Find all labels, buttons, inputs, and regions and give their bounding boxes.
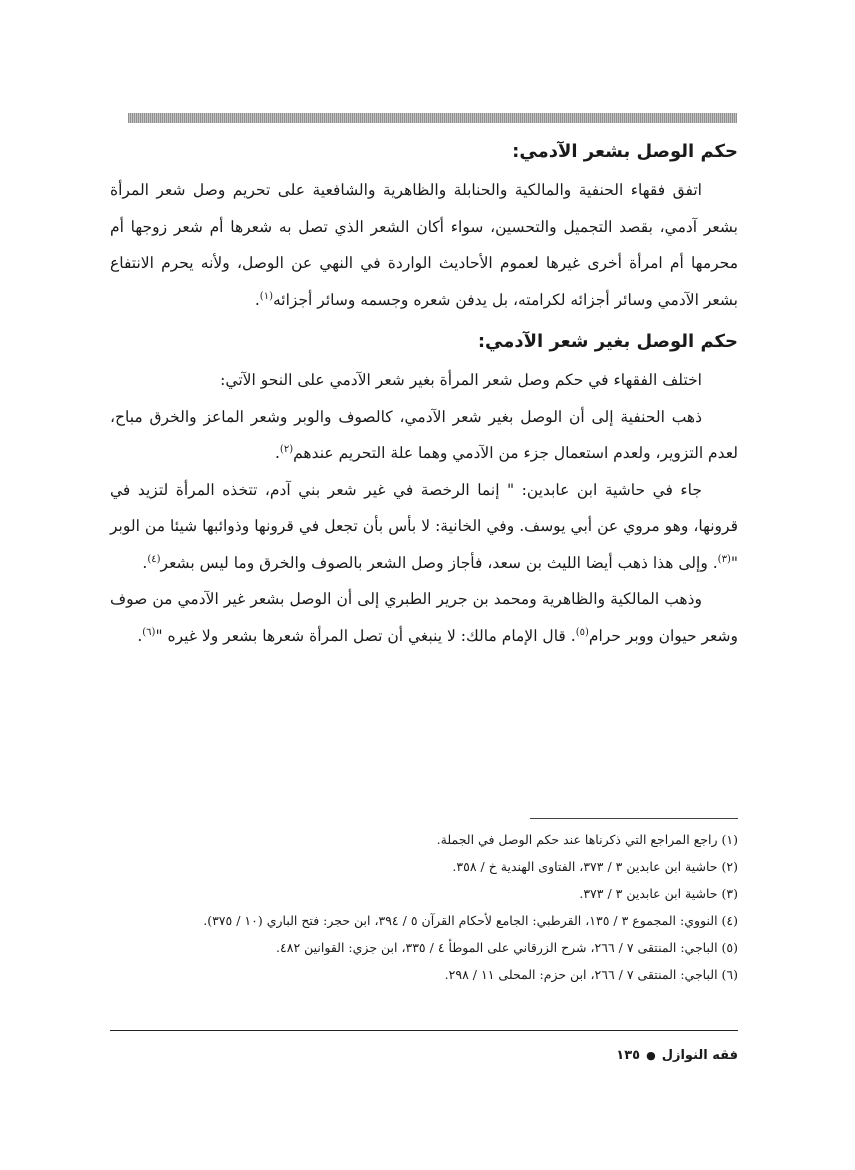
paragraph-text: اتفق فقهاء الحنفية والمالكية والحنابلة والظاهرية والشافعية على تحريم وصل شعر المرأة بشعر آدمي، بقصد التجميل والتحسين، سواء أكان الشعر الذي تصل به شعرها أم شعر زوجها أم محرمها أم امرأة أخرى غيرها لعموم الأحاديث الواردة في النهي عن الوصل، ولأنه يحرم الانتفاع بشعر الآدمي وسائر أجزائه لكرامته، بل يدفن شعره وجسمه وسائر أجزائه (110, 181, 738, 309)
header-rule (128, 113, 737, 123)
paragraph: اختلف الفقهاء في حكم وصل شعر المرأة بغير شعر الآدمي على النحو الآتي: (220, 371, 702, 389)
section-heading-human-hair: حكم الوصل بشعر الآدمي: (512, 141, 738, 162)
footnote: (٦) الباجي: المنتقى ٧ / ٢٦٦، ابن حزم: المحلى ١١ / ٢٩٨. (444, 967, 738, 982)
footnote-ref: (٥) (575, 626, 589, 638)
footnote: (١) راجع المراجع التي ذكرناها عند حكم الوصل في الجملة. (436, 832, 738, 847)
paragraph-text: ذهب الحنفية إلى أن الوصل بغير شعر الآدمي، كالصوف والوبر وشعر الماعز والخرق مباح، لعدم التزوير، ولعدم استعمال جزء من الآدمي وهما علة التحريم عندهم (110, 407, 738, 462)
footnote-ref: (٣) (717, 553, 731, 565)
paragraph-text: . وإلى هذا ذهب أيضا الليث بن سعد، فأجاز وصل الشعر بالصوف والخرق وما ليس بشعر (160, 553, 718, 572)
footnote: (٤) النووي: المجموع ٣ / ١٣٥، القرطبي: الجامع لأحكام القرآن ٥ / ٣٩٤، ابن حجر: فتح الباري (١٠ / ٣٧٥). (203, 913, 738, 928)
book-title: فقه النوازل (661, 1048, 738, 1063)
footnote: (٥) الباجي: المنتقى ٧ / ٢٦٦، شرح الزرقاني على الموطأ ٤ / ٣٣٥، ابن جزي: القوانين ٤٨٢. (276, 940, 738, 955)
bullet-icon: ● (646, 1049, 656, 1062)
footnote: (٢) حاشية ابن عابدين ٣ / ٣٧٣، الفتاوى الهندية خ / ٣٥٨. (452, 859, 738, 874)
section-heading-non-human-hair: حكم الوصل بغير شعر الآدمي: (477, 331, 738, 352)
footnotes (110, 826, 738, 988)
paragraph: جاء في حاشية ابن عابدين: " إنما الرخصة في غير شعر بني آدم، تتخذه المرأة لتزيد في قرونها، وهو مروي عن أبي يوسف. وفي الخانية: لا بأس بأن تجعل في قرونها وذوائبها شيئا من الوبر "$^{(٣)}$. وإلى هذا ذهب أيضا الليث بن سعد، فأجاز وصل الشعر بالصوف والخرق وما ليس بشعر$^{(٤)}$. (110, 480, 738, 572)
footnote-ref: (٢) (279, 443, 294, 455)
footnote-ref: (٤) (147, 553, 161, 565)
main-text (110, 138, 738, 654)
footnote-ref: (١) (259, 290, 273, 302)
footer-rule (110, 1030, 738, 1031)
page-footer (110, 1048, 738, 1063)
paragraph-text: جاء في حاشية ابن عابدين: " إنما الرخصة في غير شعر بني آدم، تتخذه المرأة لتزيد في قرونها، وهو مروي عن أبي يوسف. وفي الخانية: لا بأس بأن تجعل في قرونها وذوائبها شيئا من الوبر " (110, 480, 738, 572)
footnote-ref: (٦) (142, 626, 156, 638)
paragraph-text: وذهب المالكية والظاهرية ومحمد بن جرير الطبري إلى أن الوصل بشعر غير الآدمي من صوف وشعر حيوان ووبر حرام (110, 590, 738, 645)
footnote-separator (530, 818, 738, 819)
paragraph: ذهب الحنفية إلى أن الوصل بغير شعر الآدمي، كالصوف والوبر وشعر الماعز والخرق مباح، لعدم التزوير، ولعدم استعمال جزء من الآدمي وهما علة التحريم عندهم$^{(٢)}$. (110, 407, 738, 462)
paragraph: وذهب المالكية والظاهرية ومحمد بن جرير الطبري إلى أن الوصل بشعر غير الآدمي من صوف وشعر حيوان ووبر حرام$^{(٥)}$. قال الإمام مالك: لا ينبغي أن تصل المرأة شعرها بشعر ولا غيره "$^{(٦)}$. (110, 590, 738, 645)
page-number: ١٣٥ (616, 1048, 641, 1063)
paragraph: اتفق فقهاء الحنفية والمالكية والحنابلة والظاهرية والشافعية على تحريم وصل شعر المرأة بشعر آدمي، بقصد التجميل والتحسين، سواء أكان الشعر الذي تصل به شعرها أم شعر زوجها أم محرمها أم امرأة أخرى غيرها لعموم الأحاديث الواردة في النهي عن الوصل، ولأنه يحرم الانتفاع بشعر الآدمي وسائر أجزائه لكرامته، بل يدفن شعره وجسمه وسائر أجزائه$^{(١)}$. (110, 181, 738, 309)
footnote: (٣) حاشية ابن عابدين ٣ / ٣٧٣. (579, 886, 738, 901)
paragraph-text: . قال الإمام مالك: لا ينبغي أن تصل المرأة شعرها بشعر ولا غيره " (155, 626, 576, 645)
